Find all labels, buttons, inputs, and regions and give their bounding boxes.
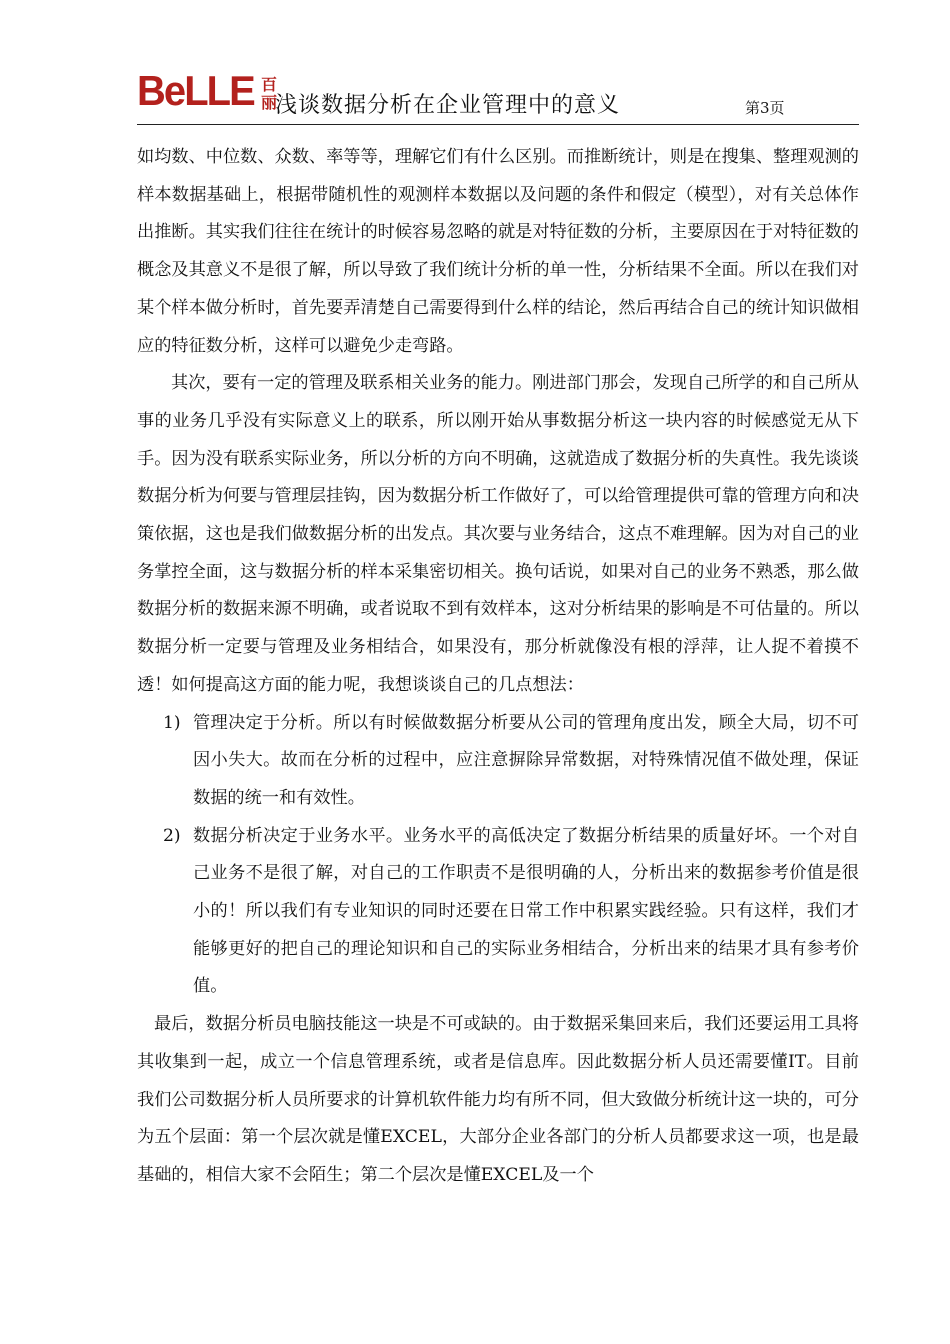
list-item-number: 2)	[163, 825, 181, 846]
page-number: 第3页	[745, 99, 785, 117]
list-item-text: 管理决定于分析。所以有时候做数据分析要从公司的管理角度出发，顾全大局，切不可因小失大。故而在分析的过程中，应注意摒除异常数据，对特殊情况值不做处理，保证数据的统一和有效性。	[193, 712, 859, 808]
page-header	[137, 62, 859, 124]
logo-wordmark: BeLLE	[137, 67, 254, 114]
list-item	[137, 818, 859, 1007]
numbered-list	[137, 705, 859, 1007]
document-body	[137, 139, 859, 1195]
paragraph-2: 其次，要有一定的管理及联系相关业务的能力。刚进部门那会，发现自己所学的和自己所从事的业务几乎没有实际意义上的联系，所以刚开始从事数据分析这一块内容的时候感觉无从下手。因为没有联系实际业务，所以分析的方向不明确，这就造成了数据分析的失真性。我先谈谈数据分析为何要与管理层挂钩，因为数据分析工作做好了，可以给管理提供可靠的管理方向和决策依据，这也是我们做数据分析的出发点。其次要与业务结合，这点不难理解。因为对自己的业务掌控全面，这与数据分析的样本采集密切相关。换句话说，如果对自己的业务不熟悉，那么做数据分析的数据来源不明确，或者说取不到有效样本，这对分析结果的影响是不可估量的。所以数据分析一定要与管理及业务相结合，如果没有，那分析就像没有根的浮萍，让人捉不着摸不透！如何提高这方面的能力呢，我想谈谈自己的几点想法：	[137, 373, 859, 695]
belle-logo	[137, 68, 277, 112]
header-rule	[137, 124, 859, 125]
list-item-number: 1)	[163, 712, 181, 733]
paragraph-1: 如均数、中位数、众数、率等等，理解它们有什么区别。而推断统计，则是在搜集、整理观测的样本数据基础上，根据带随机性的观测样本数据以及问题的条件和假定（模型），对有关总体作出推断。其实我们往往在统计的时候容易忽略的就是对特征数的分析，主要原因在于对特征数的概念及其意义不是很了解，所以导致了我们统计分析的单一性，分析结果不全面。所以在我们对某个样本做分析时，首先要弄清楚自己需要得到什么样的结论，然后再结合自己的统计知识做相应的特征数分析，这样可以避免少走弯路。	[137, 147, 859, 356]
list-item-text: 数据分析决定于业务水平。业务水平的高低决定了数据分析结果的质量好坏。一个对自己业务不是很了解，对自己的工作职责不是很明确的人，分析出来的数据参考价值是很小的！所以我们有专业知识的同时还要在日常工作中积累实践经验。只有这样，我们才能够更好的把自己的理论知识和自己的实际业务相结合，分析出来的结果才具有参考价值。	[193, 825, 859, 997]
logo-cn-top: 百	[261, 75, 278, 94]
list-item	[137, 705, 859, 818]
document-title: 浅谈数据分析在企业管理中的意义	[275, 93, 621, 118]
logo-cn-bottom: 丽	[261, 93, 278, 112]
paragraph-3: 最后，数据分析员电脑技能这一块是不可或缺的。由于数据采集回来后，我们还要运用工具将其收集到一起，成立一个信息管理系统，或者是信息库。因此数据分析人员还需要懂IT。目前我们公司数据分析人员所要求的计算机软件能力均有所不同，但大致做分析统计这一块的，可分为五个层面：第一个层次就是懂EXCEL，大部分企业各部门的分析人员都要求这一项，也是最基础的，相信大家不会陌生；第二个层次是懂EXCEL及一个	[137, 1014, 859, 1185]
